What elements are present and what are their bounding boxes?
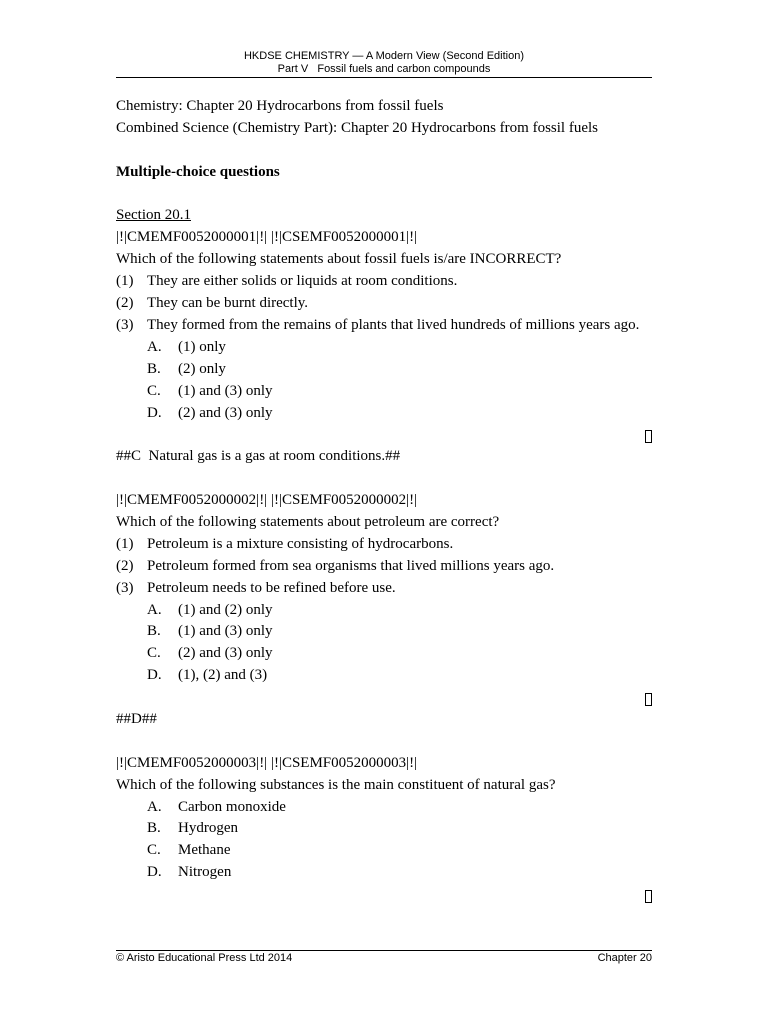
statement-item (116, 534, 656, 556)
statement-item (116, 271, 656, 293)
statement-number: (3) (116, 579, 134, 596)
answer-box-icon (116, 687, 656, 709)
statement-item (116, 315, 656, 337)
document-body (116, 96, 656, 906)
question-code: |!|CMEMF0052000002|!| |!|CSEMF0052000002|!| (116, 492, 418, 509)
option-text: Methane (178, 842, 231, 859)
page-footer (116, 950, 652, 965)
option-letter: A. (147, 601, 162, 618)
intro-line-chemistry: Chemistry: Chapter 20 Hydrocarbons from fossil fuels (116, 98, 444, 114)
option-item (116, 797, 656, 819)
option-text: Nitrogen (178, 864, 232, 881)
option-letter: B. (147, 360, 161, 377)
question-code: |!|CMEMF0052000001|!| |!|CSEMF0052000001|!| (116, 229, 418, 246)
header-subtitle: Part V Fossil fuels and carbon compounds (277, 63, 491, 75)
option-item (116, 862, 656, 884)
option-letter: C. (147, 842, 161, 859)
option-item (116, 665, 656, 687)
question-stem: Which of the following statements about petroleum are correct? (116, 513, 500, 530)
option-text: (1) and (2) only (178, 601, 273, 618)
option-text: (2) only (178, 360, 226, 377)
subsection-title: Section 20.1 (116, 207, 191, 224)
question-2 (116, 490, 656, 731)
option-letter: A. (147, 338, 162, 355)
option-letter: C. (147, 382, 161, 399)
option-text: (2) and (3) only (178, 645, 273, 662)
statement-number: (2) (116, 557, 134, 574)
option-text: Hydrogen (178, 820, 238, 837)
question-stem: Which of the following statements about fossil fuels is/are INCORRECT? (116, 251, 562, 268)
answer-box-icon (116, 884, 656, 906)
option-letter: D. (147, 667, 162, 684)
option-item (116, 403, 656, 425)
option-item (116, 359, 656, 381)
statement-text: They are either solids or liquids at room conditions. (147, 273, 458, 290)
option-text: (1) and (3) only (178, 382, 273, 399)
intro-line-combined-science: Combined Science (Chemistry Part): Chapter 20 Hydrocarbons from fossil fuels (116, 119, 598, 136)
question-3 (116, 753, 656, 906)
answer-line: ##D## (116, 711, 157, 728)
question-stem: Which of the following substances is the main constituent of natural gas? (116, 776, 556, 793)
answer-line: ##C Natural gas is a gas at room conditions.## (116, 448, 401, 465)
statement-item (116, 293, 656, 315)
option-item (116, 643, 656, 665)
statement-number: (2) (116, 295, 134, 312)
question-code: |!|CMEMF0052000003|!| |!|CSEMF0052000003|!| (116, 754, 418, 771)
footer-chapter: Chapter 20 (597, 952, 652, 964)
answer-box-icon (116, 424, 656, 446)
option-text: (1) only (178, 338, 226, 355)
option-letter: A. (147, 798, 162, 815)
option-letter: B. (147, 820, 161, 837)
option-text: (1), (2) and (3) (178, 667, 268, 684)
option-text: (1) and (3) only (178, 623, 273, 640)
option-item (116, 600, 656, 622)
footer-copyright: © Aristo Educational Press Ltd 2014 (116, 952, 293, 964)
statement-text: Petroleum formed from sea organisms that lived millions years ago. (147, 557, 555, 574)
statement-item (116, 556, 656, 578)
statement-number: (3) (116, 316, 134, 333)
option-text: (2) and (3) only (178, 404, 273, 421)
option-letter: B. (147, 623, 161, 640)
option-text: Carbon monoxide (178, 798, 286, 815)
section-heading: Multiple-choice questions (116, 163, 280, 180)
statement-number: (1) (116, 535, 134, 552)
option-letter: D. (147, 404, 162, 421)
header-title: HKDSE CHEMISTRY — A Modern View (Second Edition) (243, 50, 524, 62)
statement-text: Petroleum needs to be refined before use. (147, 579, 396, 596)
statement-text: They formed from the remains of plants that lived hundreds of millions years ago. (147, 316, 640, 333)
option-item (116, 337, 656, 359)
option-item (116, 818, 656, 840)
option-item (116, 381, 656, 403)
question-1 (116, 227, 656, 468)
statement-item (116, 578, 656, 600)
page-header (116, 50, 652, 78)
option-item (116, 840, 656, 862)
statement-text: Petroleum is a mixture consisting of hydrocarbons. (147, 535, 454, 552)
statement-text: They can be burnt directly. (147, 295, 309, 312)
statement-number: (1) (116, 273, 134, 290)
option-letter: C. (147, 645, 161, 662)
option-letter: D. (147, 864, 162, 881)
option-item (116, 621, 656, 643)
